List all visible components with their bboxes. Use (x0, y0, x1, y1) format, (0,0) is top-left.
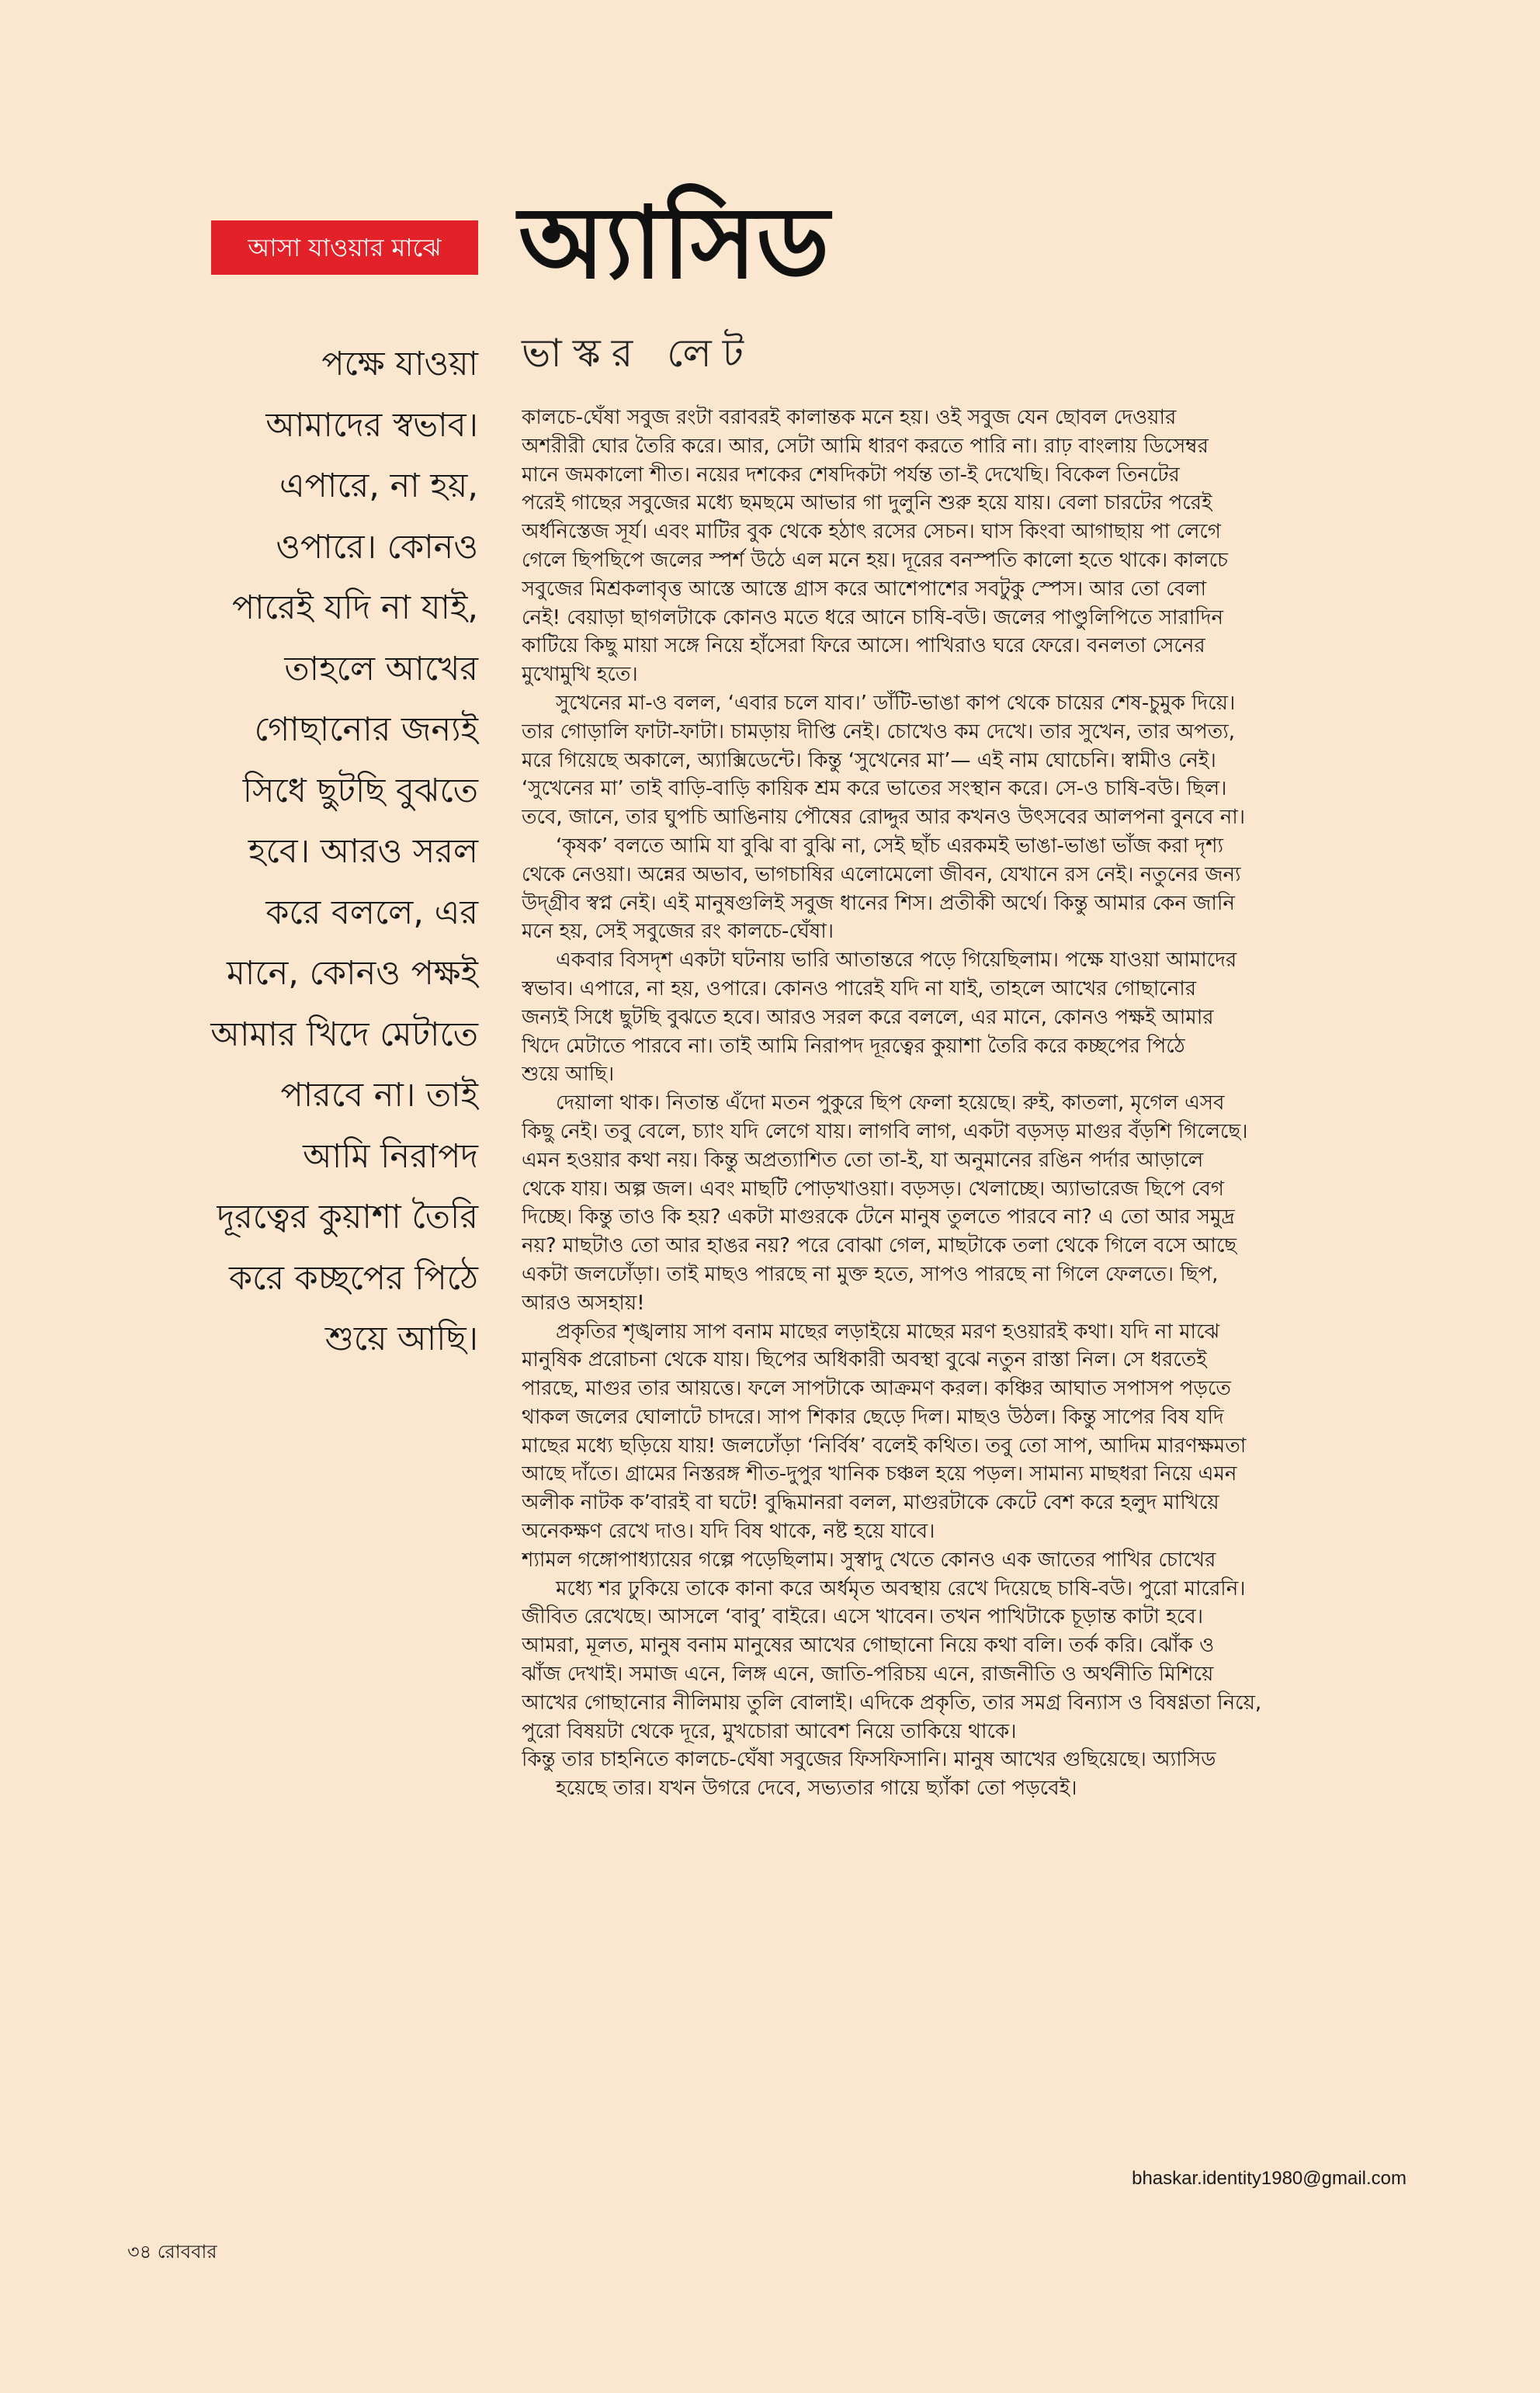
pull-quote (116, 334, 478, 1370)
body-line: আমরা, মূলত, মানুষ বনাম মানুষের আখের গোছানো নিয়ে কথা বলি। তর্ক করি। ঝোঁক ও (522, 1634, 1215, 1658)
pull-quote-line: হবে। আরও সরল (248, 832, 478, 871)
body-line: থেকে যায়। অল্প জল। এবং মাছটি পোড়খাওয়া। বড়সড়। খেলাচ্ছে। অ্যাভারেজ ছিপে বেগ (522, 1177, 1224, 1201)
author-byline: ভাস্কর লেট (522, 331, 754, 376)
body-line: নয়? মাছটাও তো আর হাঙর নয়? পরে বোঝা গেল, মাছটাকে তলা থেকে গিলে বসে আছে (522, 1234, 1237, 1258)
body-line: অলীক নাটক ক’বারই বা ঘটে! বুদ্ধিমানরা বলল, মাগুরটাকে কেটে বেশ করে হলুদ মাখিয়ে (522, 1491, 1219, 1515)
body-line: তবে, জানে, তার ঘুপচি আঙিনায় পৌষের রোদ্দুর আর কখনও উৎসবের আলপনা বুনবে না। (522, 806, 1246, 830)
pull-quote-line: আমাদের স্বভাব। (265, 405, 478, 445)
body-line: থেকে নেওয়া। অন্নের অভাব, ভাগচাষির এলোমেলো জীবন, যেখানে রস নেই। নতুনের জন্য (522, 862, 1241, 886)
pull-quote-line: পারবে না। তাই (280, 1076, 478, 1115)
body-line: স্বভাব। এপারে, না হয়, ওপারে। কোনও পারেই যদি না যাই, তাহলে আখের গোছানোর (522, 976, 1197, 1001)
body-line: একবার বিসদৃশ একটা ঘটনায় ভারি আতান্তরে পড়ে গিয়েছিলাম। পক্ষে যাওয়া আমাদের (556, 949, 1237, 973)
body-line: মনে হয়, সেই সবুজের রং কালচে-ঘেঁষা। (522, 920, 834, 944)
body-line: এমন হওয়ার কথা নয়। কিন্তু অপ্রত্যাশিত তো তা-ই, যা অনুমানের রঙিন পর্দার আড়ালে (522, 1148, 1204, 1172)
pull-quote-line: করে বললে, এর (265, 893, 478, 932)
body-line: মাছের মধ্যে ছড়িয়ে যায়! জলঢোঁড়া ‘নির্বিষ’ বলেই কথিত। তবু তো সাপ, আদিম মারণক্ষমতা (522, 1434, 1247, 1458)
body-line: তার গোড়ালি ফাটা-ফাটা। চামড়ায় দীপ্তি নেই। চোখেও কম দেখে। তার সুখেন, তার অপত্য, (522, 720, 1236, 744)
pull-quote-line: ওপারে। কোনও (276, 527, 478, 567)
author-email[interactable]: bhaskar.identity1980@gmail.com (1132, 2168, 1406, 2189)
body-line: অশরীরী ঘোর তৈরি করে। আর, সেটা আমি ধারণ করতে পারি না। রাঢ় বাংলায় ডিসেম্বর (522, 434, 1209, 458)
body-line: একটা জলঢোঁড়া। তাই মাছও পারছে না মুক্ত হতে, সাপও পারছে না গিলে ফেলতে। ছিপ, (522, 1262, 1219, 1286)
body-line: সুখেনের মা-ও বলল, ‘এবার চলে যাব।’ ডাঁটি-ভাঙা কাপ থেকে চায়ের শেষ-চুমুক দিয়ে। (556, 691, 1236, 715)
pull-quote-line: শুয়ে আছি। (324, 1320, 478, 1358)
body-line: জন্যই সিধে ছুটছি বুঝতে হবে। আরও সরল করে বললে, এর মানে, কোনও পক্ষই আমার (522, 1005, 1214, 1029)
body-line: শ্যামল গঙ্গোপাধ্যায়ের গল্পে পড়েছিলাম। সুস্বাদু খেতে কোনও এক জাতের পাখির চোখের (522, 1548, 1216, 1572)
pull-quote-line: করে কচ্ছপের পিঠে (228, 1258, 478, 1298)
body-line: শুয়ে আছি। (522, 1063, 615, 1087)
body-line: আরও অসহায়! (522, 1291, 645, 1315)
body-line: মানে জমকালো শীত। নয়ের দশকের শেষদিকটা পর্যন্ত তা-ই দেখেছি। বিকেল তিনটের (522, 463, 1180, 487)
pull-quote-line: সিধে ছুটছি বুঝতে (242, 771, 478, 810)
body-line: কিছু নেই। তবু বেলে, চ্যাং যদি লেগে যায়। লাগবি লাগ, একটা বড়সড় মাগুর বঁড়শি গিলেছে। (522, 1119, 1248, 1143)
pull-quote-line: তাহলে আখের (284, 649, 478, 688)
body-line: পরেই গাছের সবুজের মধ্যে ছমছমে আভার গা দুলুনি শুরু হয়ে যায়। বেলা চারটের পরেই (522, 491, 1212, 515)
body-line: হয়েছে তার। যখন উগরে দেবে, সভ্যতার গায়ে ছ্যাঁকা তো পড়বেই। (556, 1777, 1077, 1801)
body-line: মধ্যে শর ঢুকিয়ে তাকে কানা করে অর্ধমৃত অবস্থায় রেখে দিয়েছে চাষি-বউ। পুরো মারেনি। (556, 1576, 1246, 1601)
pull-quote-line: পক্ষে যাওয়া (321, 345, 478, 383)
body-line: কাটিয়ে কিছু মায়া সঙ্গে নিয়ে হাঁসেরা ফিরে আসে। পাখিরাও ঘরে ফেরে। বনলতা সেনের (522, 634, 1205, 658)
section-label: আসা যাওয়ার মাঝে (211, 220, 478, 275)
body-line: দিচ্ছে। কিন্তু তাও কি হয়? একটা মাগুরকে টেনে মানুষ তুলতে পারবে না? এ তো আর সমুদ্র (522, 1205, 1235, 1229)
body-line: থাকল জলের ঘোলাটে চাদরে। সাপ শিকার ছেড়ে দিল। মাছও উঠল। কিন্তু সাপের বিষ যদি (522, 1405, 1224, 1429)
article-title: অ্যাসিড (519, 185, 830, 301)
body-line: মানুষিক প্ররোচনা থেকে যায়। ছিপের অধিকারী অবস্থা বুঝে নতুন রাস্তা নিল। সে ধরতেই (522, 1348, 1207, 1372)
body-line: নেই! বেয়াড়া ছাগলটাকে কোনও মতে ধরে আনে চাষি-বউ। জলের পাণ্ডুলিপিতে সারাদিন (522, 605, 1224, 629)
pull-quote-line: পারেই যদি না যাই, (231, 588, 478, 627)
body-line: সবুজের মিশ্রকলাবৃত্ত আস্তে আস্তে গ্রাস করে আশেপাশের সবটুকু স্পেস। আর তো বেলা (522, 577, 1207, 601)
body-line: পারছে, মাগুর তার আয়ত্তে। ফলে সাপটাকে আক্রমণ করল। কঞ্চির আঘাত সপাসপ পড়তে (522, 1377, 1231, 1401)
page-folio: ৩৪ রোববার (127, 2241, 217, 2263)
body-line: প্রকৃতির শৃঙ্খলায় সাপ বনাম মাছের লড়াইয়ে মাছের মরণ হওয়ারই কথা। যদি না মাঝে (556, 1320, 1220, 1344)
body-line: অর্ধনিস্তেজ সূর্য। এবং মাটির বুক থেকে হঠাৎ রসের সেচন। ঘাস কিংবা আগাছায় পা লেগে (522, 520, 1221, 544)
body-line: খিদে মেটাতে পারবে না। তাই আমি নিরাপদ দূরত্বের কুয়াশা তৈরি করে কচ্ছপের পিঠে (522, 1034, 1185, 1058)
body-line: ‘সুখেনের মা’ তাই বাড়ি-বাড়ি কায়িক শ্রম করে ভাতের সংস্থান করে। সে-ও চাষি-বউ। ছিল। (522, 777, 1227, 801)
body-line: পুরো বিষয়টা থেকে দূরে, মুখচোরা আবেশ নিয়ে তাকিয়ে থাকে। (522, 1719, 1017, 1743)
body-line: দেয়ালা থাক। নিতান্ত এঁদো মতন পুকুরে ছিপ ফেলা হয়েছে। রুই, কাতলা, মৃগেল এসব (556, 1091, 1225, 1115)
article-body (522, 404, 1406, 1803)
pull-quote-line: আমার খিদে মেটাতে (210, 1014, 478, 1054)
pull-quote-line: এপারে, না হয়, (279, 466, 478, 505)
body-line: ঝাঁজ দেখাই। সমাজ এনে, লিঙ্গ এনে, জাতি-পরিচয় এনে, রাজনীতি ও অর্থনীতি মিশিয়ে (522, 1663, 1214, 1687)
pull-quote-line: আমি নিরাপদ (303, 1136, 478, 1176)
body-line: জীবিত রেখেছে। আসলে ‘বাবু’ বাইরে। এসে খাবেন। তখন পাখিটাকে চূড়ান্ত কাটা হবে। (522, 1605, 1204, 1629)
pull-quote-line: দূরত্বের কুয়াশা তৈরি (217, 1198, 478, 1236)
body-line: ‘কৃষক’ বলতে আমি যা বুঝি বা বুঝি না, সেই ছাঁচ এরকমই ভাঙা-ভাঙা ভাঁজ করা দৃশ্য (556, 834, 1223, 858)
body-line: গেলে ছিপছিপে জলের স্পর্শ উঠে এল মনে হয়। দূরের বনস্পতি কালো হতে থাকে। কালচে (522, 548, 1229, 572)
body-line: উদ্‌গ্রীব স্বপ্ন নেই। এই মানুষগুলিই সবুজ ধানের শিস। প্রতীকী অর্থে। কিন্তু আমার কেন জানি (522, 891, 1235, 915)
body-line: আখের গোছানোর নীলিমায় তুলি বোলাই। এদিকে প্রকৃতি, তার সমগ্র বিন্যাস ও বিষণ্ণতা নিয়ে, (522, 1691, 1262, 1715)
body-line: কালচে-ঘেঁষা সবুজ রংটা বরাবরই কালান্তক মনে হয়। ওই সবুজ যেন ছোবল দেওয়ার (522, 406, 1177, 429)
body-line: অনেকক্ষণ রেখে দাও। যদি বিষ থাকে, নষ্ট হয়ে যাবে। (522, 1520, 935, 1544)
body-line: কিন্তু তার চাহনিতে কালচে-ঘেঁষা সবুজের ফিসফিসানি। মানুষ আখের গুছিয়েছে। অ্যাসিড (522, 1748, 1216, 1772)
body-line: আছে দাঁতে। গ্রামের নিস্তরঙ্গ শীত-দুপুর খানিক চঞ্চল হয়ে পড়ল। সামান্য মাছধরা নিয়ে এমন (522, 1462, 1237, 1486)
pull-quote-line: মানে, কোনও পক্ষই (226, 954, 478, 993)
body-line: মরে গিয়েছে অকালে, অ্যাক্সিডেন্টে। কিন্তু ‘সুখেনের মা’— এই নাম ঘোচেনি। স্বামীও নেই। (522, 748, 1216, 772)
pull-quote-line: গোছানোর জন্যই (254, 710, 478, 749)
body-line: মুখোমুখি হতে। (522, 663, 638, 687)
